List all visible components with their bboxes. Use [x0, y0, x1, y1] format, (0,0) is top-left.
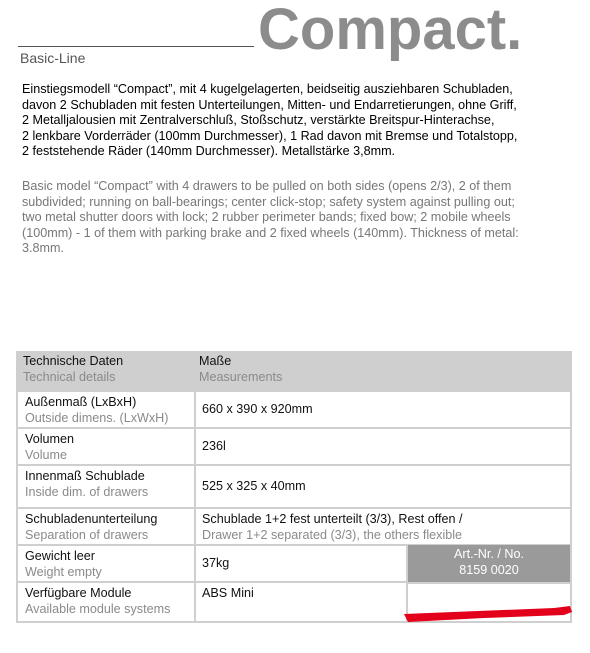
row-label-de: Gewicht leer — [25, 549, 95, 563]
row-value: 37kg — [202, 555, 230, 570]
row-value: 236l — [202, 438, 226, 453]
table-row-value — [196, 583, 406, 621]
row-label-en: Inside dim. of drawers — [25, 484, 149, 499]
product-line-name: Basic-Line — [20, 50, 86, 66]
row-value-en: Drawer 1+2 separated (3/3), the others flexible — [202, 527, 463, 542]
table-row-value — [196, 392, 570, 427]
row-label-de: Innenmaß Schublade — [25, 469, 145, 483]
table-row-label — [18, 546, 194, 581]
table-row-value — [196, 546, 406, 581]
table-row-value — [196, 466, 570, 507]
row-label-de: Schubladenunterteilung — [25, 512, 158, 526]
spec-table — [16, 351, 572, 623]
article-number-box — [408, 545, 570, 582]
header-technical-details-en: Technical details — [23, 369, 116, 384]
table-row-label — [18, 392, 194, 427]
row-label-en: Available module systems — [25, 601, 171, 616]
table-row-label — [18, 466, 194, 507]
table-row-value — [196, 509, 570, 544]
header-technical-details — [23, 354, 123, 385]
row-value: 660 x 390 x 920mm — [202, 401, 313, 416]
product-title: Compact. — [258, 0, 523, 62]
table-row-value — [196, 429, 570, 464]
red-brush-stroke-shape — [404, 606, 572, 622]
article-number: 8159 0020 — [459, 562, 519, 577]
red-brush-stroke — [404, 606, 572, 622]
row-value: ABS Mini — [202, 586, 254, 600]
row-label-de: Volumen — [25, 432, 75, 446]
header-line — [18, 46, 254, 47]
header-measurements-en: Measurements — [199, 369, 283, 384]
row-label-en: Weight empty — [25, 564, 102, 579]
row-label-en: Outside dimens. (LxWxH) — [25, 410, 169, 425]
row-label-en: Separation of drawers — [25, 527, 149, 542]
table-row-label — [18, 583, 194, 621]
header-technical-details-de: Technische Daten — [23, 354, 124, 368]
table-row-label — [18, 429, 194, 464]
row-label-de: Außenmaß (LxBxH) — [25, 395, 137, 409]
row-label-en: Volume — [25, 447, 68, 462]
article-number-label: Art.-Nr. / No. — [454, 547, 524, 561]
header-measurements — [199, 354, 282, 385]
description-english: Basic model “Compact” with 4 drawers to be pulled on both sides (opens 2/3), 2 of them subdivided; running on ball-bearings; center click-stop; safety system against pulling out; two metal shutter doors with lock; 2 rubber perimeter bands; fixed bow; 2 mobile wheels (100mm) - 1 of them with parking brake and 2 fixed wheels (140mm). Thickness of metal: 3.8mm. — [22, 179, 519, 256]
row-value: Schublade 1+2 fest unterteilt (3/3), Rest offen / — [202, 512, 463, 526]
description-german: Einstiegsmodell “Compact”, mit 4 kugelgelagerten, beidseitig ausziehbaren Schubladen, davon 2 Schubladen mit festen Unterteilungen, Mitten- und Endarretierungen, ohne Griff, 2 Metalljalousien mit Zentralverschluß, Stoßschutz, verstärkte Breitspur-Hinterachse, 2 lenkbare Vorderräder (100mm Durchmesser), 1 Rad davon mit Bremse und Totalstopp, 2 feststehende Räder (140mm Durchmesser). Metallstärke 3,8mm. — [22, 82, 518, 159]
table-header — [16, 351, 572, 391]
table-row-label — [18, 509, 194, 544]
row-value: 525 x 325 x 40mm — [202, 478, 306, 493]
row-label-de: Verfügbare Module — [25, 586, 132, 600]
header-measurements-de: Maße — [199, 354, 232, 368]
